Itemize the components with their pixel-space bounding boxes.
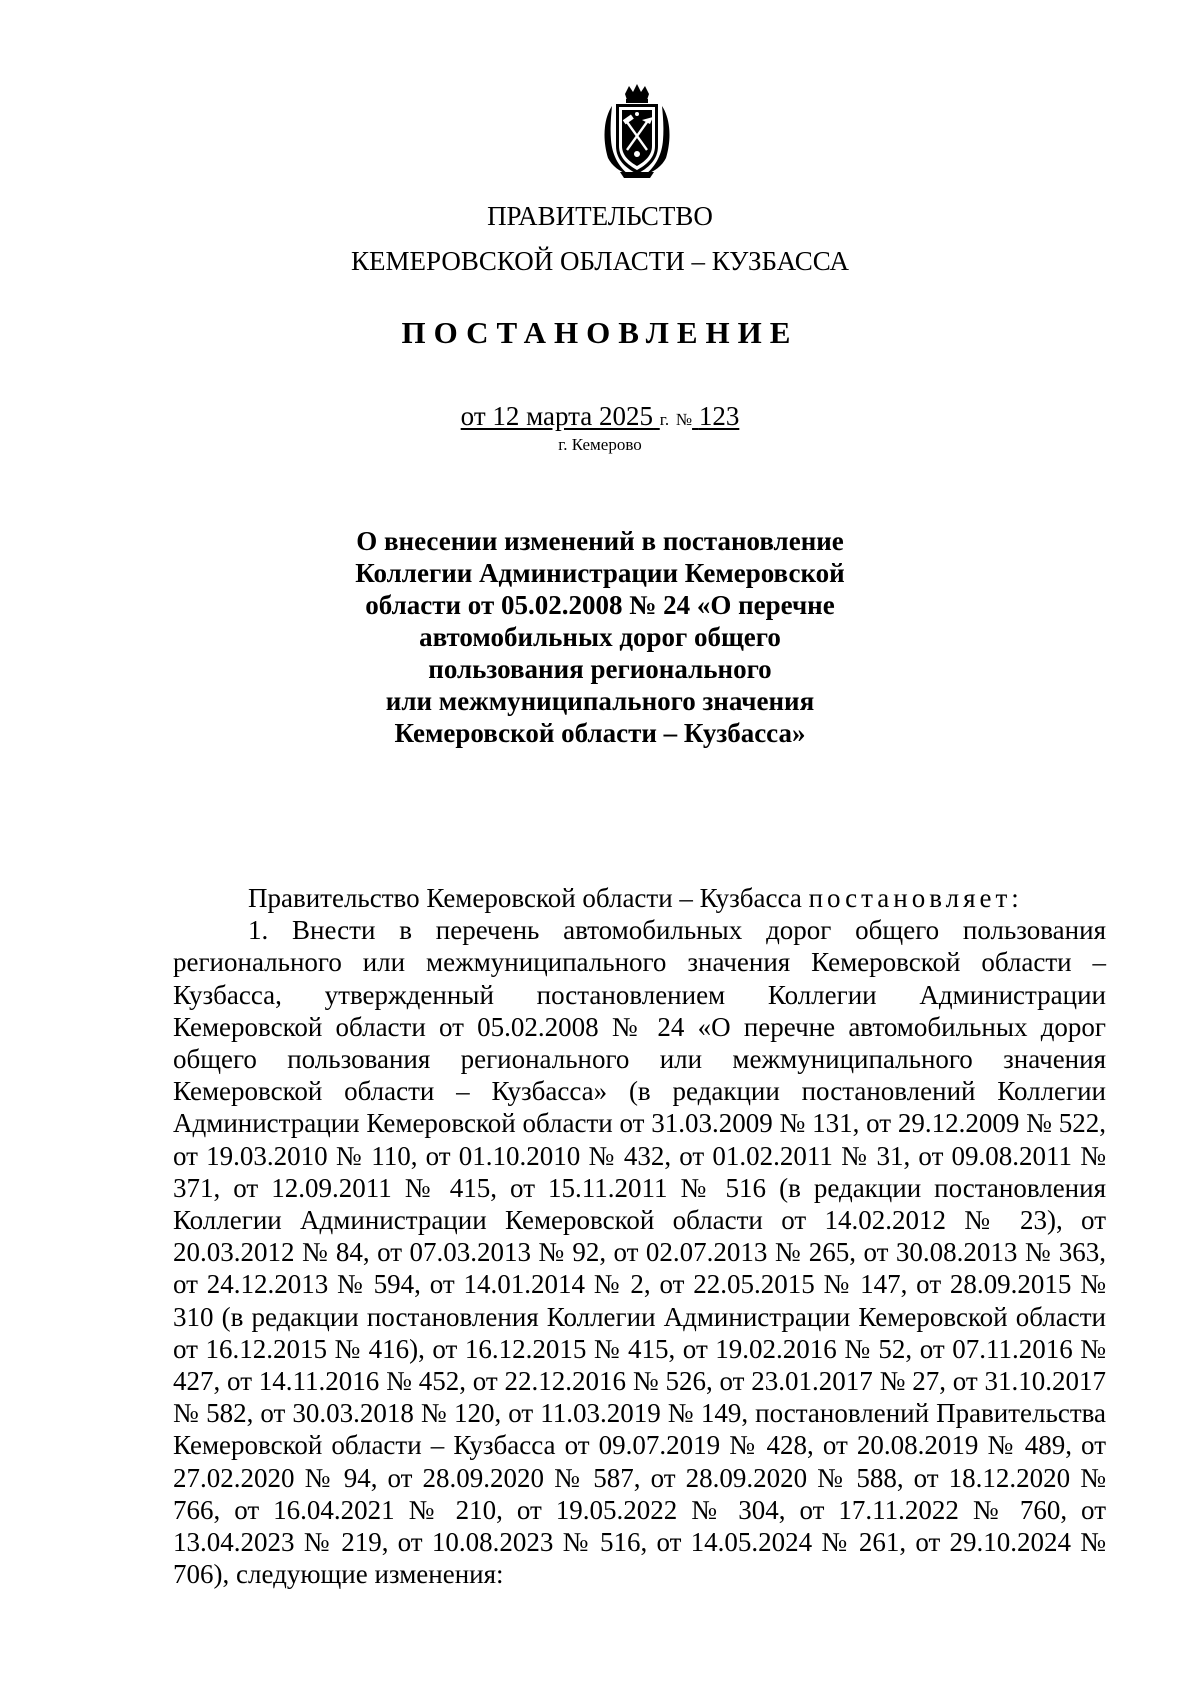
subject-line: автомобильных дорог общего — [419, 622, 781, 652]
coat-of-arms-icon — [598, 84, 676, 180]
decree-date: от 12 марта 2025 — [460, 401, 654, 431]
enacting-clause — [173, 882, 1106, 914]
document-type-heading: ПОСТАНОВЛЕНИЕ — [401, 315, 799, 350]
subject-line: области от 05.02.2008 № 24 «О перечне — [365, 590, 835, 620]
subject-line: Коллегии Администрации Кемеровской — [355, 558, 845, 588]
government-name-line-1: ПРАВИТЕЛЬСТВО — [487, 201, 713, 231]
enacting-subject: Правительство Кемеровской области – Кузбасса — [248, 883, 802, 913]
subject-line: О внесении изменений в постановление — [356, 526, 844, 556]
paragraph-1: 1. Внести в перечень автомобильных дорог общего пользования регионального или межмуниципального значения Кемеровской области – Кузбасса, утвержденный постановлением Коллегии Администрации Кемеровской области от 05.02.2008 № 24 «О перечне автомобильных дорог общего пользования регионального или межмуниципального значения Кемеровской области – Кузбасса» (в редакции постановлений Коллегии Администрации Кемеровской области от 31.03.2009 № 131, от 29.12.2009 № 522, от 19.03.2010 № 110, от 01.10.2010 № 432, от 01.02.2011 № 31, от 09.08.2011 № 371, от 12.09.2011 № 415, от 15.11.2011 № 516 (в редакции постановления Коллегии Администрации Кемеровской области от 14.02.2012 № 23), от 20.03.2012 № 84, от 07.03.2013 № 92, от 02.07.2013 № 265, от 30.08.2013 № 363, от 24.12.2013 № 594, от 14.01.2014 № 2, от 22.05.2015 № 147, от 28.09.2015 № 310 (в редакции постановления Коллегии Администрации Кемеровской области от 16.12.2015 № 416), от 16.12.2015 № 415, от 19.02.2016 № 52, от 07.11.2016 № 427, от 14.11.2016 № 452, от 22.12.2016 № 526, от 23.01.2017 № 27, от 31.10.2017 № 582, от 30.03.2018 № 120, от 11.03.2019 № 149, постановлений Правительства Кемеровской области – Кузбасса от 09.07.2019 № 428, от 20.08.2019 № 489, от 27.02.2020 № 94, от 28.09.2020 № 587, от 28.09.2020 № 588, от 18.12.2020 № 766, от 16.04.2021 № 210, от 19.05.2022 № 304, от 17.11.2022 № 760, от 13.04.2023 № 219, от 10.08.2023 № 516, от 14.05.2024 № 261, от 29.10.2024 № 706), следующие изменения: — [173, 915, 1106, 1590]
government-name-line-2: КЕМЕРОВСКОЙ ОБЛАСТИ – КУЗБАССА — [351, 246, 849, 276]
date-number-line — [0, 401, 1200, 432]
subject-line: пользования регионального — [428, 654, 772, 684]
number-sign: № — [675, 410, 693, 429]
enacting-verb: постановляет: — [808, 883, 1023, 913]
decree-number: 123 — [698, 401, 740, 431]
city-label: г. Кемерово — [558, 435, 642, 454]
year-suffix: г. — [659, 410, 670, 429]
document-subject — [0, 525, 1200, 749]
document-body — [173, 882, 1106, 1590]
subject-line: Кемеровской области – Кузбасса» — [394, 718, 806, 748]
subject-line: или межмуниципального значения — [385, 686, 815, 716]
